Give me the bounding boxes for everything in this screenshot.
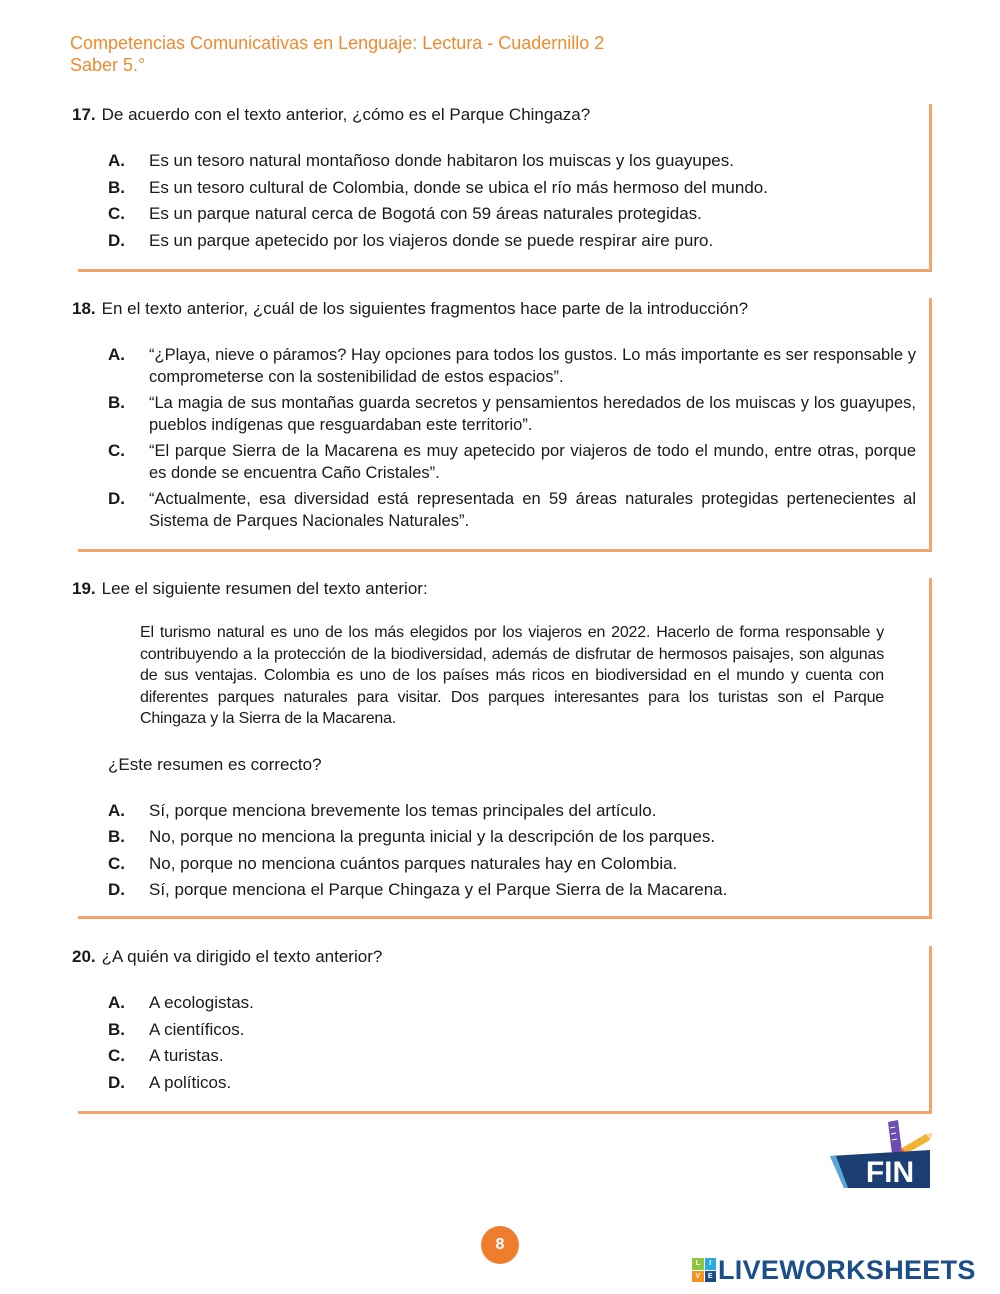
option-text: “La magia de sus montañas guarda secretos y pensamientos heredados de los muiscas y los guayupes, pueblos indígenas que resguardaban este territorio”. <box>149 394 916 434</box>
sub-question: ¿Este resumen es correcto? <box>108 754 322 774</box>
answer-option-c[interactable] <box>108 853 916 875</box>
option-letter: D. <box>108 1072 125 1092</box>
question-stem <box>72 946 932 968</box>
option-letter: C. <box>108 441 125 460</box>
question-text: Lee el siguiente resumen del texto anterior: <box>101 579 428 598</box>
answer-options <box>72 992 932 1094</box>
answer-option-a[interactable] <box>108 992 916 1014</box>
option-letter: A. <box>108 151 125 170</box>
option-letter: A. <box>108 800 125 820</box>
question-17 <box>72 104 932 272</box>
option-letter: B. <box>108 177 125 197</box>
option-letter: D. <box>108 230 125 250</box>
answer-options <box>72 800 932 902</box>
question-text: ¿A quién va dirigido el texto anterior? <box>101 947 383 966</box>
question-text: De acuerdo con el texto anterior, ¿cómo es el Parque Chingaza? <box>101 105 591 124</box>
option-letter: B. <box>108 827 125 846</box>
option-text: “¿Playa, nieve o páramos? Hay opciones para todos los gustos. Lo más importante es ser responsable y comprometerse con la sostenibilidad de estos espacios”. <box>149 346 916 386</box>
header-subtitle: Saber 5.° <box>70 55 146 75</box>
answer-options <box>72 150 932 252</box>
question-stem <box>72 298 932 320</box>
option-text: A turistas. <box>149 1046 224 1065</box>
answer-option-d[interactable] <box>108 488 916 532</box>
pencil-ruler-icon <box>888 1120 933 1155</box>
answer-option-b[interactable] <box>108 1019 916 1041</box>
option-text: “El parque Sierra de la Macarena es muy apetecido por viajeros de todo el mundo, entre otras, porque es donde se encuentra Caño Cristales”. <box>149 442 916 482</box>
option-letter: C. <box>108 1046 125 1065</box>
question-number: 17. <box>72 105 96 124</box>
fin-badge <box>830 1118 934 1192</box>
option-text: No, porque no menciona la pregunta inicial y la descripción de los parques. <box>149 827 716 846</box>
liveworksheets-logo-icon: L I V E <box>692 1258 716 1282</box>
answer-options <box>72 344 932 532</box>
page-number: 8 <box>481 1226 519 1264</box>
option-text: A científicos. <box>149 1019 245 1039</box>
option-text: Es un parque apetecido por los viajeros donde se puede respirar aire puro. <box>149 230 714 250</box>
fin-label: FIN <box>865 1156 915 1189</box>
option-text: A ecologistas. <box>149 993 254 1012</box>
option-text: Es un parque natural cerca de Bogotá con 59 áreas naturales protegidas. <box>149 204 702 223</box>
answer-option-a[interactable] <box>108 344 916 388</box>
option-text: Es un tesoro natural montañoso donde habitaron los muiscas y los guayupes. <box>149 151 734 170</box>
option-letter: D. <box>108 880 125 899</box>
option-text: No, porque no menciona cuántos parques naturales hay en Colombia. <box>149 853 678 873</box>
option-text: “Actualmente, esa diversidad está representada en 59 áreas naturales protegidas pertenecientes al Sistema de Parques Nacionales Naturales”. <box>149 490 916 530</box>
option-text: Sí, porque menciona el Parque Chingaza y el Parque Sierra de la Macarena. <box>149 880 728 899</box>
option-letter: B. <box>108 1019 125 1039</box>
answer-option-c[interactable] <box>108 1045 916 1067</box>
answer-option-d[interactable] <box>108 879 916 901</box>
liveworksheets-brand-text: LIVEWORKSHEETS <box>718 1254 976 1285</box>
question-stem <box>72 578 932 600</box>
option-letter: A. <box>108 345 125 364</box>
liveworksheets-watermark <box>692 1256 976 1284</box>
answer-option-c[interactable] <box>108 440 916 484</box>
question-number: 18. <box>72 299 96 318</box>
question-text: En el texto anterior, ¿cuál de los siguientes fragmentos hace parte de la introducción? <box>101 299 749 318</box>
option-text: A políticos. <box>149 1072 232 1092</box>
option-letter: A. <box>108 993 125 1012</box>
question-number: 20. <box>72 947 96 966</box>
question-20 <box>72 946 932 1114</box>
option-letter: D. <box>108 489 125 508</box>
summary-text: El turismo natural es uno de los más elegidos por los viajeros en 2022. Hacerlo de forma responsable y contribuyendo a la protección de la biodiversidad, además de disfrutar de hermosos paisajes, son algunas de sus ventajas. Colombia es uno de los países más ricos en biodiversidad en el mundo y cuenta con diferentes parques naturales para visitar. Dos parques interesantes para los turistas son el Parque Chingaza y la Sierra de la Macarena. <box>140 624 884 727</box>
question-number: 19. <box>72 579 96 598</box>
option-text: Es un tesoro cultural de Colombia, donde se ubica el río más hermoso del mundo. <box>149 177 768 197</box>
answer-option-a[interactable] <box>108 800 916 822</box>
answer-option-b[interactable] <box>108 177 916 199</box>
answer-option-b[interactable] <box>108 826 916 848</box>
option-letter: B. <box>108 393 125 412</box>
answer-option-b[interactable] <box>108 392 916 436</box>
option-text: Sí, porque menciona brevemente los temas principales del artículo. <box>149 800 657 820</box>
question-19 <box>72 578 932 919</box>
answer-option-c[interactable] <box>108 203 916 225</box>
option-letter: C. <box>108 853 125 873</box>
answer-option-d[interactable] <box>108 230 916 252</box>
question-stem <box>72 104 932 126</box>
question-18 <box>72 298 932 552</box>
answer-option-d[interactable] <box>108 1072 916 1094</box>
header-title: Competencias Comunicativas en Lenguaje: Lectura - Cuadernillo 2 <box>70 33 605 53</box>
page-header <box>70 32 604 76</box>
answer-option-a[interactable] <box>108 150 916 172</box>
option-letter: C. <box>108 204 125 223</box>
